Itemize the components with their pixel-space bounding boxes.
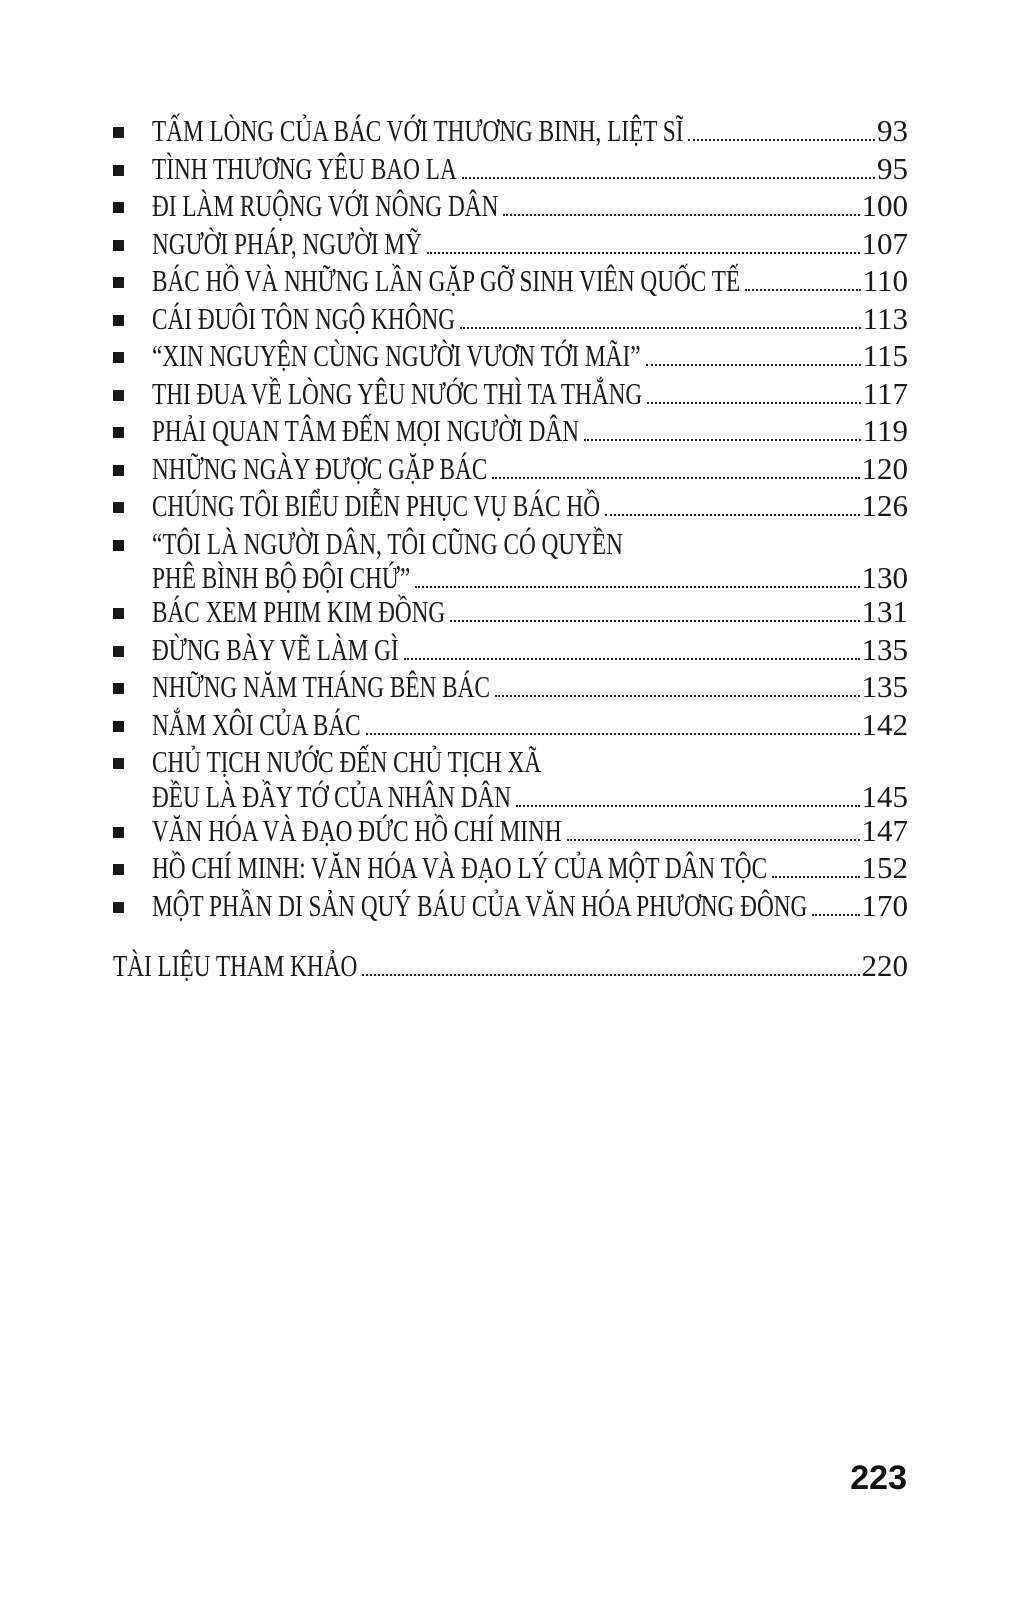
bullet-square-icon bbox=[113, 721, 124, 732]
toc-entry-title: PHẢI QUAN TÂM ĐẾN MỌI NGƯỜI DÂN bbox=[152, 413, 580, 448]
dot-leader bbox=[646, 364, 861, 366]
toc-entry-title: CÁI ĐUÔI TÔN NGỘ KHÔNG bbox=[152, 300, 456, 336]
toc-entry-row bbox=[113, 112, 908, 150]
toc-entry-page-number: 152 bbox=[861, 850, 908, 885]
dot-leader bbox=[404, 658, 860, 660]
toc-entry-row bbox=[113, 375, 908, 413]
bullet-square-icon bbox=[113, 352, 124, 363]
toc-entry bbox=[113, 631, 908, 669]
toc-entry-page-number: 100 bbox=[861, 188, 908, 223]
bullet-cell bbox=[113, 150, 152, 188]
bullet-square-icon bbox=[113, 390, 124, 401]
toc-entry-page-number: 95 bbox=[877, 150, 908, 186]
toc-entry bbox=[113, 337, 908, 375]
bullet-cell bbox=[113, 337, 152, 375]
bullet-square-icon bbox=[113, 202, 124, 213]
dot-leader bbox=[462, 177, 875, 179]
toc-entry bbox=[113, 487, 908, 525]
bullet-cell bbox=[113, 812, 152, 850]
toc-entry-page-number: 93 bbox=[877, 113, 908, 148]
toc-entry-row bbox=[113, 337, 908, 375]
dot-leader bbox=[427, 252, 860, 254]
toc-list bbox=[113, 112, 908, 924]
bullet-square-icon bbox=[113, 502, 124, 513]
bullet-square-icon bbox=[113, 608, 124, 619]
dot-leader bbox=[745, 289, 860, 291]
toc-entry-page-number: 145 bbox=[861, 778, 908, 814]
toc-entry-page-number: 115 bbox=[862, 338, 908, 373]
toc-entry bbox=[113, 262, 908, 300]
bullet-cell bbox=[113, 187, 152, 225]
bullet-cell bbox=[113, 593, 152, 631]
bullet-cell bbox=[113, 375, 152, 413]
dot-leader bbox=[415, 586, 859, 588]
toc-entry-row bbox=[113, 812, 908, 850]
bullet-cell bbox=[113, 887, 152, 925]
toc-entry-row bbox=[113, 778, 908, 814]
toc-entry bbox=[113, 300, 908, 338]
toc-entry-title: TẤM LÒNG CỦA BÁC VỚI THƯƠNG BINH, LIỆT SĨ bbox=[152, 113, 684, 148]
toc-entry-title: HỒ CHÍ MINH: VĂN HÓA VÀ ĐẠO LÝ CỦA MỘT DÂN TỘC bbox=[152, 850, 768, 885]
dot-leader bbox=[567, 839, 860, 841]
toc-entry-row bbox=[113, 262, 908, 300]
toc-entry bbox=[113, 743, 908, 812]
toc-entry bbox=[113, 812, 908, 850]
toc-entry-page-number: 117 bbox=[862, 375, 908, 411]
bullet-square-icon bbox=[113, 315, 124, 326]
toc-entry-page-number: 135 bbox=[861, 631, 908, 667]
bullet-cell bbox=[113, 631, 152, 669]
toc-entry-title: NGƯỜI PHÁP, NGƯỜI MỸ bbox=[152, 225, 422, 261]
dot-leader bbox=[366, 733, 860, 735]
page-number: 223 bbox=[850, 1459, 907, 1497]
dot-leader bbox=[362, 974, 859, 976]
dot-leader bbox=[492, 477, 859, 479]
references-page-number: 220 bbox=[861, 948, 908, 983]
toc-entry-title: THI ĐUA VỀ LÒNG YÊU NƯỚC THÌ TA THẮNG bbox=[152, 375, 643, 411]
bullet-square-icon bbox=[113, 758, 124, 769]
toc-entry-title: MỘT PHẦN DI SẢN QUÝ BÁU CỦA VĂN HÓA PHƯƠNG ĐÔNG bbox=[152, 887, 808, 923]
toc-entry-page-number: 130 bbox=[861, 560, 908, 595]
toc-entry-row bbox=[113, 668, 908, 706]
toc-entry-row bbox=[113, 150, 908, 188]
toc-entry-row bbox=[113, 706, 908, 744]
toc-entry bbox=[113, 375, 908, 413]
bullet-square-icon bbox=[113, 864, 124, 875]
toc-entry-page-number: 119 bbox=[862, 413, 908, 448]
bullet-cell bbox=[113, 743, 152, 781]
toc-entry-title: NHỮNG NĂM THÁNG BÊN BÁC bbox=[152, 669, 490, 704]
toc-entry-row bbox=[113, 631, 908, 669]
bullet-cell bbox=[113, 668, 152, 706]
toc-entry bbox=[113, 668, 908, 706]
bullet-square-icon bbox=[113, 827, 124, 838]
toc-entry-title: “TÔI LÀ NGƯỜI DÂN, TÔI CŨNG CÓ QUYỀN bbox=[152, 525, 623, 561]
toc-entry-title: NẮM XÔI CỦA BÁC bbox=[152, 706, 361, 742]
dot-leader bbox=[812, 914, 859, 916]
toc-entry-row bbox=[113, 525, 908, 563]
toc-entry-row bbox=[113, 225, 908, 263]
bullet-square-icon bbox=[113, 427, 124, 438]
toc-entry bbox=[113, 187, 908, 225]
toc-entry-page-number: 113 bbox=[862, 300, 908, 336]
toc-entry bbox=[113, 525, 908, 594]
bullet-cell bbox=[113, 112, 152, 150]
bullet-cell bbox=[113, 450, 152, 488]
toc-entry-row bbox=[113, 187, 908, 225]
dot-leader bbox=[647, 402, 861, 404]
bullet-square-icon bbox=[113, 683, 124, 694]
dot-leader bbox=[495, 695, 860, 697]
toc-entry-page-number: 142 bbox=[861, 706, 908, 742]
toc-entry bbox=[113, 225, 908, 263]
toc-entry-title: TÌNH THƯƠNG YÊU BAO LA bbox=[152, 150, 457, 186]
toc-entry bbox=[113, 593, 908, 631]
toc-entry bbox=[113, 706, 908, 744]
references-title: TÀI LIỆU THAM KHẢO bbox=[113, 948, 358, 983]
dot-leader bbox=[584, 439, 860, 441]
dot-leader bbox=[516, 805, 859, 807]
bullet-square-icon bbox=[113, 902, 124, 913]
toc-entry-page-number: 110 bbox=[862, 263, 908, 298]
references-row bbox=[113, 947, 908, 985]
dot-leader bbox=[450, 620, 859, 622]
dot-leader bbox=[605, 514, 859, 516]
bullet-cell bbox=[113, 487, 152, 525]
toc-entry bbox=[113, 887, 908, 925]
toc-entry-page-number: 120 bbox=[861, 450, 908, 486]
bullet-square-icon bbox=[113, 277, 124, 288]
bullet-square-icon bbox=[113, 646, 124, 657]
bullet-square-icon bbox=[113, 165, 124, 176]
toc-entry bbox=[113, 450, 908, 488]
bullet-cell bbox=[113, 849, 152, 887]
toc-entry-row bbox=[113, 593, 908, 631]
bullet-cell bbox=[113, 525, 152, 563]
toc-entry-row bbox=[113, 743, 908, 781]
toc-entry-page-number: 135 bbox=[861, 669, 908, 704]
toc-entry-page-number: 131 bbox=[861, 594, 908, 629]
toc-entry-page-number: 107 bbox=[861, 225, 908, 261]
toc-entry-title: ĐI LÀM RUỘNG VỚI NÔNG DÂN bbox=[152, 188, 499, 223]
bullet-cell bbox=[113, 262, 152, 300]
toc-entry bbox=[113, 412, 908, 450]
toc-entry-row bbox=[113, 849, 908, 887]
toc-entry-row bbox=[113, 487, 908, 525]
dot-leader bbox=[772, 876, 859, 878]
toc-entry-row bbox=[113, 300, 908, 338]
toc-entry-title: NHỮNG NGÀY ĐƯỢC GẶP BÁC bbox=[152, 450, 488, 486]
dot-leader bbox=[503, 214, 859, 216]
bullet-square-icon bbox=[113, 127, 124, 138]
toc-entry-row bbox=[113, 412, 908, 450]
bullet-cell bbox=[113, 706, 152, 744]
toc-entry-title: VĂN HÓA VÀ ĐẠO ĐỨC HỒ CHÍ MINH bbox=[152, 812, 562, 848]
toc-entry-page-number: 170 bbox=[861, 887, 908, 923]
toc-entry-title: PHÊ BÌNH BỘ ĐỘI CHỨ” bbox=[152, 560, 411, 595]
toc-entry bbox=[113, 150, 908, 188]
dot-leader bbox=[688, 139, 875, 141]
toc-entry-page-number: 147 bbox=[861, 812, 908, 848]
toc-entry-row bbox=[113, 887, 908, 925]
toc-entry-title: ĐỪNG BÀY VẼ LÀM GÌ bbox=[152, 631, 399, 667]
bullet-cell bbox=[113, 412, 152, 450]
toc-entry-title: “XIN NGUYỆN CÙNG NGƯỜI VƯƠN TỚI MÃI” bbox=[152, 338, 641, 373]
bullet-square-icon bbox=[113, 540, 124, 551]
toc-entry-title: ĐỀU LÀ ĐẦY TỚ CỦA NHÂN DÂN bbox=[152, 778, 512, 814]
toc-entry bbox=[113, 849, 908, 887]
bullet-cell bbox=[113, 300, 152, 338]
toc-entry bbox=[113, 112, 908, 150]
toc-entry-title: BÁC XEM PHIM KIM ĐỒNG bbox=[152, 594, 446, 629]
dot-leader bbox=[460, 327, 861, 329]
bullet-cell bbox=[113, 225, 152, 263]
toc-entry-page-number: 126 bbox=[861, 488, 908, 523]
toc-entry-title: CHỦ TỊCH NƯỚC ĐẾN CHỦ TỊCH XÃ bbox=[152, 744, 542, 779]
toc-entry-row bbox=[113, 450, 908, 488]
toc-entry-title: CHÚNG TÔI BIỂU DIỄN PHỤC VỤ BÁC HỒ bbox=[152, 488, 601, 523]
toc-entry-row bbox=[113, 562, 908, 593]
toc-entry-title: BÁC HỒ VÀ NHỮNG LẦN GẶP GỠ SINH VIÊN QUỐC TẾ bbox=[152, 263, 741, 298]
bullet-square-icon bbox=[113, 240, 124, 251]
bullet-square-icon bbox=[113, 465, 124, 476]
